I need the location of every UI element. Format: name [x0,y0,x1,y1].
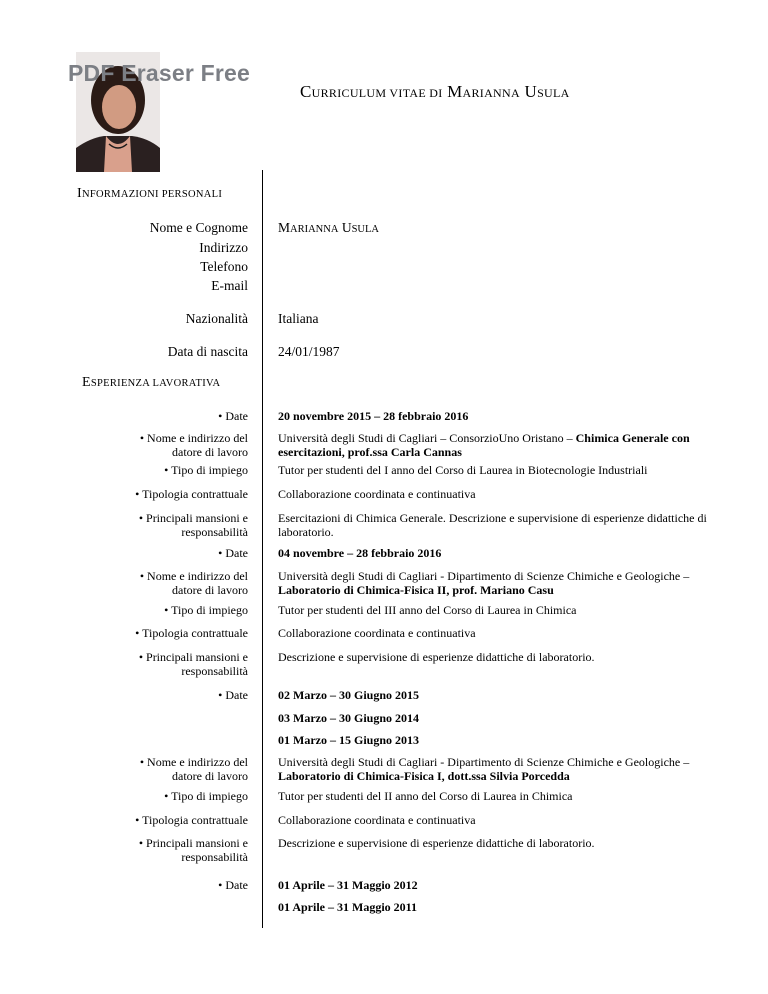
document-title: CURRICULUM VITAE DI MARIANNA USULA [300,82,570,101]
entry-date: 01 Aprile – 31 Maggio 2011 [278,900,417,914]
job-type-value: Tutor per studenti del III anno del Corso di Laurea in Chimica [278,603,577,617]
entry-date: 01 Aprile – 31 Maggio 2012 [278,878,418,892]
contract-value: Collaborazione coordinata e continuativa [278,813,476,827]
phone-label: Telefono [200,259,248,274]
job-type-value: Tutor per studenti del II anno del Corso di Laurea in Chimica [278,789,573,803]
entry-date: 04 novembre – 28 febbraio 2016 [278,546,442,560]
contract-label: • Tipologia contrattuale [135,813,248,827]
contract-label: • Tipologia contrattuale [135,487,248,501]
duties-label: • Principali mansioni e responsabilità [138,836,248,864]
employer-value: Università degli Studi di Cagliari - Dipartimento di Scienze Chimiche e Geologiche – Laboratorio di Chimica-Fisica II, prof. Mariano Casu [278,569,690,597]
birthdate-label: Data di nascita [167,344,248,359]
employer-label: • Nome e indirizzo del datore di lavoro [139,755,248,783]
entry-date: 20 novembre 2015 – 28 febbraio 2016 [278,409,469,423]
employer-label: • Nome e indirizzo del datore di lavoro [139,569,248,597]
email-label: E-mail [211,278,248,293]
nationality-value: Italiana [278,311,319,326]
contract-value: Collaborazione coordinata e continuativa [278,487,476,501]
column-divider [262,170,263,928]
entry-date: 03 Marzo – 30 Giugno 2014 [278,711,419,725]
name-label: Nome e Cognome [149,220,248,235]
employer-label: • Nome e indirizzo del datore di lavoro [139,431,248,459]
watermark: PDF Eraser Free [68,60,250,86]
birthdate-value: 24/01/1987 [278,344,340,359]
job-type-label: • Tipo di impiego [164,603,248,617]
section-work-experience: ESPERIENZA LAVORATIVA [82,375,221,390]
job-type-value: Tutor per studenti del I anno del Corso di Laurea in Biotecnologie Industriali [278,463,648,477]
date-label: • Date [218,688,248,702]
date-label: • Date [218,878,248,892]
section-personal-info: INFORMAZIONI PERSONALI [77,186,223,201]
duties-value: Descrizione e supervisione di esperienze didattiche di laboratorio. [278,836,595,850]
contract-value: Collaborazione coordinata e continuativa [278,626,476,640]
entry-date: 02 Marzo – 30 Giugno 2015 [278,688,419,702]
job-type-label: • Tipo di impiego [164,789,248,803]
address-label: Indirizzo [199,240,248,255]
duties-value: Esercitazioni di Chimica Generale. Descrizione e supervisione di esperienze didattiche di laboratorio. [278,511,707,539]
job-type-label: • Tipo di impiego [164,463,248,477]
duties-value: Descrizione e supervisione di esperienze didattiche di laboratorio. [278,650,595,664]
date-label: • Date [218,409,248,423]
duties-label: • Principali mansioni e responsabilità [138,650,248,678]
date-label: • Date [218,546,248,560]
employer-value: Università degli Studi di Cagliari – ConsorzioUno Oristano – Chimica Generale con esercitazioni, prof.ssa Carla Cannas [278,431,690,459]
name-value: MARIANNA USULA [278,220,379,235]
contract-label: • Tipologia contrattuale [135,626,248,640]
nationality-label: Nazionalità [185,311,248,326]
duties-label: • Principali mansioni e responsabilità [138,511,248,539]
employer-value: Università degli Studi di Cagliari - Dipartimento di Scienze Chimiche e Geologiche – Laboratorio di Chimica-Fisica I, dott.ssa Silvia Porcedda [278,755,690,783]
entry-date: 01 Marzo – 15 Giugno 2013 [278,733,419,747]
